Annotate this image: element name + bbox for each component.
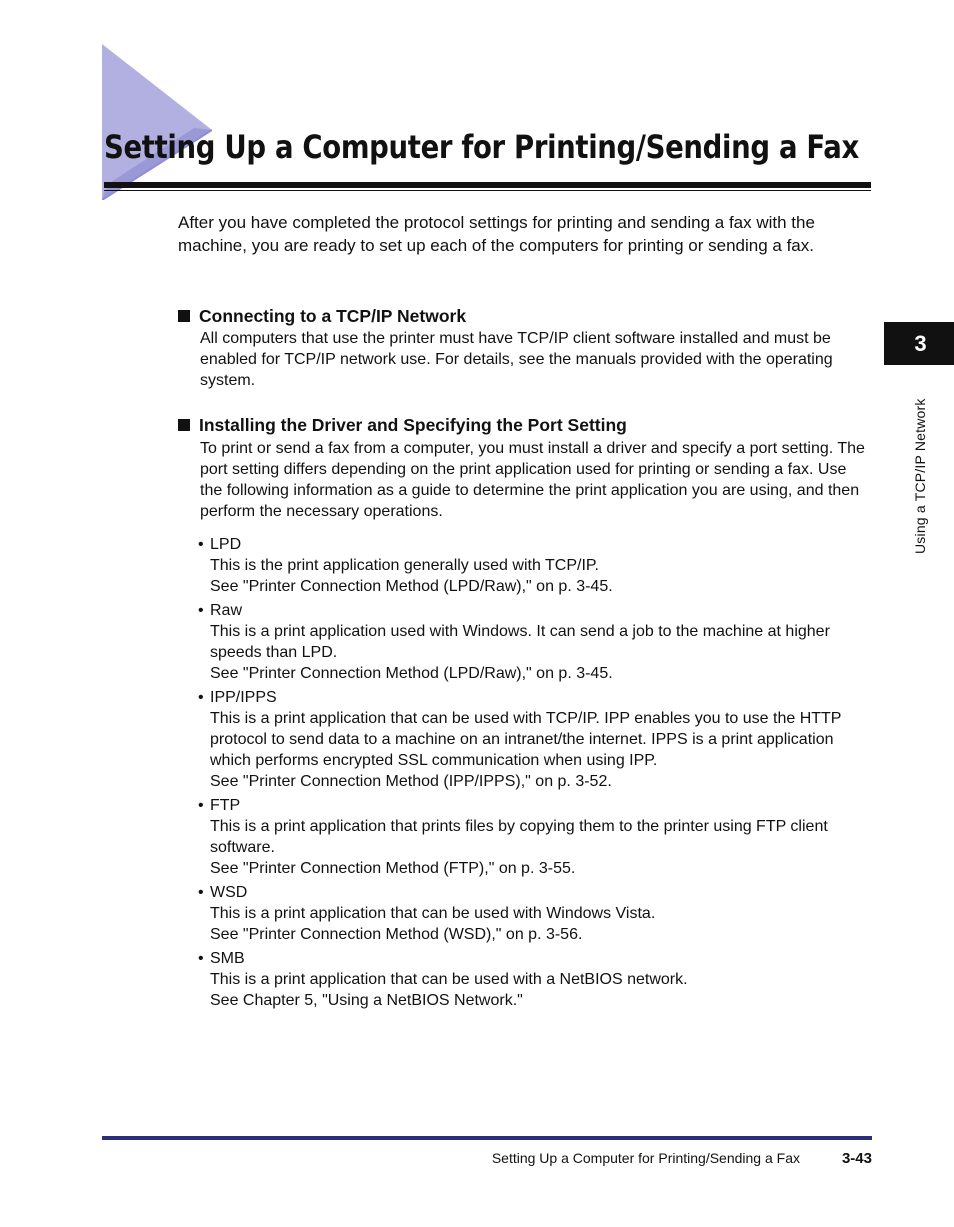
list-item-raw [198, 600, 870, 684]
page-number: 3-43 [841, 1150, 872, 1167]
application-name: WSD [210, 884, 248, 901]
list-item-wsd [198, 882, 870, 945]
application-reference: See "Printer Connection Method (LPD/Raw)," on p. 3-45. [210, 665, 613, 682]
square-bullet-icon [178, 310, 190, 322]
chapter-side-label: Using a TCP/IP Network [912, 398, 928, 554]
bullet-heading [198, 948, 870, 969]
footer-section-title: Setting Up a Computer for Printing/Sending a Fax [491, 1150, 800, 1166]
section-body-driver: To print or send a fax from a computer, you must install a driver and specify a port setting. The port setting differs depending on the print application used for printing or sending a fax. Use the following information as a guide to determine the print application you are using, and then perform the necessary operations. [200, 440, 865, 520]
application-reference: See "Printer Connection Method (IPP/IPPS)," on p. 3-52. [210, 773, 612, 790]
application-name: FTP [210, 797, 241, 814]
title-rule-thin [104, 190, 871, 191]
application-reference: See "Printer Connection Method (FTP)," on p. 3-55. [210, 860, 576, 877]
bullet-dot-icon: • [198, 797, 204, 814]
page-title: Setting Up a Computer for Printing/Sending a Fax [104, 128, 859, 166]
application-description: This is a print application that can be used with a NetBIOS network. [210, 971, 688, 988]
print-application-list [198, 534, 870, 1014]
chapter-triangle-decoration [102, 44, 212, 200]
footer-rule [102, 1136, 872, 1140]
bullet-dot-icon: • [198, 602, 204, 619]
application-description: This is a print application that can be used with TCP/IP. IPP enables you to use the HTTP protocol to send data to a machine on an intranet/the internet. IPPS is a print application which performs encrypted SSL communication when using IPP. [210, 710, 842, 769]
section-heading-text: Connecting to a TCP/IP Network [199, 306, 467, 326]
application-name: LPD [210, 536, 242, 553]
section-heading-driver [178, 415, 627, 436]
list-item-smb [198, 948, 870, 1011]
section-heading-text: Installing the Driver and Specifying the Port Setting [199, 415, 627, 435]
application-description: This is the print application generally used with TCP/IP. [210, 557, 599, 574]
application-description: This is a print application that can be used with Windows Vista. [210, 905, 656, 922]
application-description: This is a print application used with Windows. It can send a job to the machine at higher speeds than LPD. [210, 623, 830, 661]
bullet-heading [198, 600, 870, 621]
bullet-dot-icon: • [198, 884, 204, 901]
section-body-tcpip: All computers that use the printer must have TCP/IP client software installed and must be enabled for TCP/IP network use. For details, see the manuals provided with the operating system. [200, 330, 833, 389]
bullet-heading [198, 882, 870, 903]
chapter-tab: 3 [884, 322, 954, 365]
bullet-dot-icon: • [198, 689, 204, 706]
intro-paragraph: After you have completed the protocol settings for printing and sending a fax with the machine, you are ready to set up each of the computers for printing or sending a fax. [178, 213, 815, 255]
triangle-fill [102, 44, 212, 200]
square-bullet-icon [178, 419, 190, 431]
bullet-heading [198, 687, 870, 708]
title-rule [104, 182, 871, 188]
bullet-heading [198, 534, 870, 555]
list-item-ipp-ipps [198, 687, 870, 792]
bullet-dot-icon: • [198, 950, 204, 967]
list-item-ftp [198, 795, 870, 879]
bullet-heading [198, 795, 870, 816]
application-name: SMB [210, 950, 245, 967]
application-name: IPP/IPPS [210, 689, 277, 706]
application-reference: See "Printer Connection Method (WSD)," on p. 3-56. [210, 926, 583, 943]
application-name: Raw [210, 602, 243, 619]
bullet-dot-icon: • [198, 536, 204, 553]
list-item-lpd [198, 534, 870, 597]
section-heading-tcpip [178, 306, 466, 327]
application-reference: See "Printer Connection Method (LPD/Raw)," on p. 3-45. [210, 578, 613, 595]
application-description: This is a print application that prints files by copying them to the printer using FTP client software. [210, 818, 828, 856]
application-reference: See Chapter 5, "Using a NetBIOS Network." [210, 992, 523, 1009]
